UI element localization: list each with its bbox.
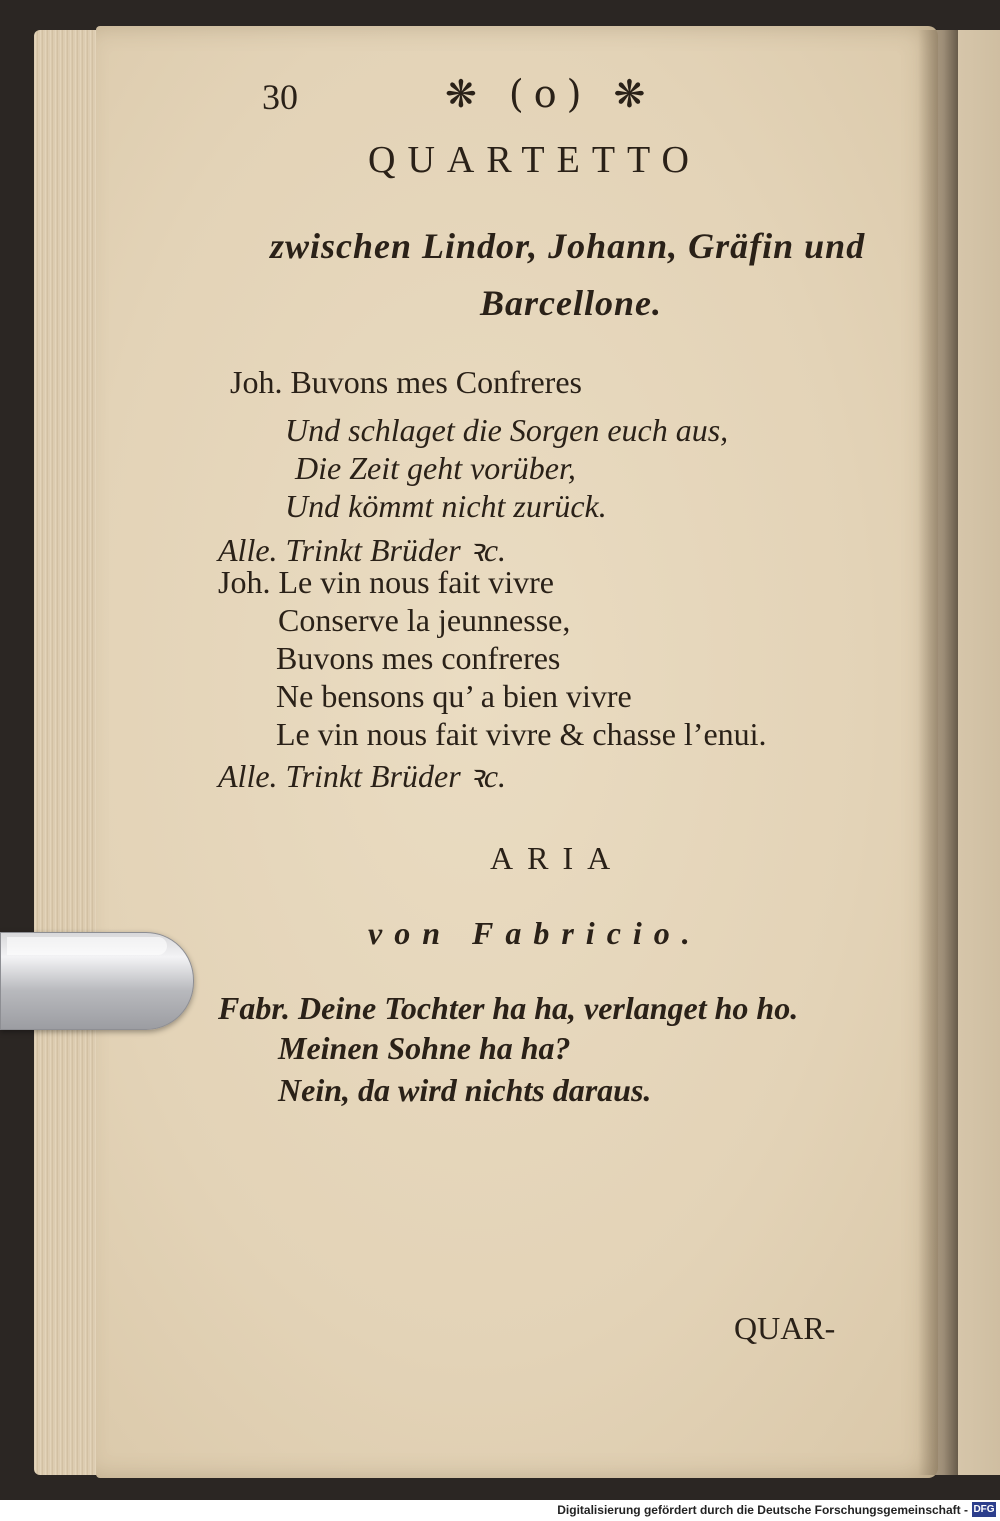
verse-line: Le vin nous fait vivre & chasse l’enui.: [276, 716, 767, 752]
verse-line: Buvons mes confreres: [276, 640, 561, 676]
verse-line: Ne bensons qu’ a bien vivre: [276, 678, 632, 714]
verse-line: Alle. Trinkt Brüder ꝛc.: [218, 532, 507, 568]
aria-verse-line: Fabr. Deine Tochter ha ha, verlanget ho ho.: [218, 990, 799, 1026]
page-title: QUARTETTO: [368, 139, 701, 181]
dfg-logo: DFG: [973, 1504, 995, 1515]
aria-verse-line: Meinen Sohne ha ha?: [278, 1030, 571, 1066]
aria-heading: ARIA: [490, 840, 625, 876]
verse-line: Alle. Trinkt Brüder ꝛc.: [218, 758, 507, 794]
verse-line: Und kömmt nicht zurück.: [285, 488, 607, 524]
aria-subtitle: von Fabricio.: [368, 915, 702, 951]
page-weight-shine: [7, 937, 167, 955]
catchword: QUAR-: [734, 1310, 836, 1346]
verse-line: Conserve la jeunnesse,: [278, 602, 571, 638]
subtitle-line-2: Barcellone.: [480, 283, 662, 323]
verse-line: Die Zeit geht vorüber,: [295, 450, 576, 486]
subtitle-line-1: zwischen Lindor, Johann, Gräfin und: [270, 226, 866, 266]
page-number: 30: [262, 77, 298, 117]
footer-credit: Digitalisierung gefördert durch die Deutsche Forschungsgemeinschaft -: [557, 1503, 968, 1517]
aria-verse-line: Nein, da wird nichts daraus.: [278, 1072, 652, 1108]
page-weight: [0, 932, 194, 1030]
verse-line: Joh. Le vin nous fait vivre: [218, 564, 554, 600]
verse-line: Und schlaget die Sorgen euch aus,: [285, 412, 729, 448]
verse-line: Joh. Buvons mes Confreres: [230, 364, 582, 400]
ornament-header: ❋ (o) ❋: [445, 72, 656, 116]
spine-shadow: [918, 30, 958, 1475]
